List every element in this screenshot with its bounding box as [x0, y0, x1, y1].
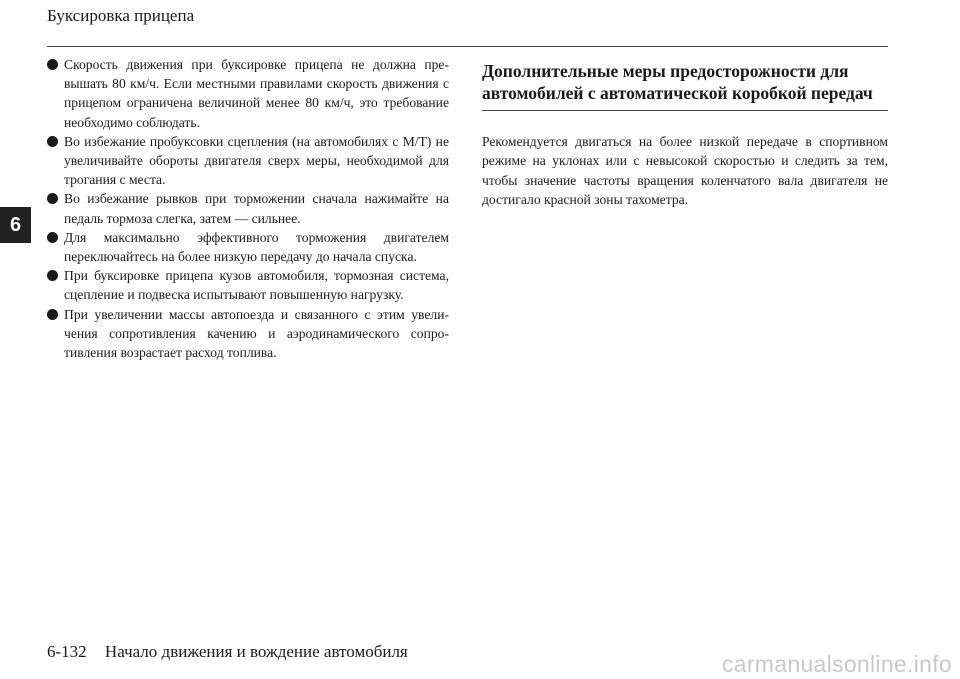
list-item — [47, 132, 449, 190]
list-item-text: Во избежание пробуксовки сцепления (на автомобилях с M/T) не увеличивайте обороты двигателя сверх меры, необходимой для трогания с места. — [64, 133, 449, 188]
page-footer — [47, 642, 408, 662]
list-item-text: Во избежание рывков при торможении сначала нажимайте на педаль тормоза слегка, затем — сильнее. — [64, 191, 449, 226]
right-column — [482, 55, 888, 223]
section-heading: Дополнительные меры предосторожности для автомобилей с автоматической коробкой передач — [482, 61, 873, 103]
heading-rule — [482, 110, 888, 111]
body-paragraph: Рекомендуется двигаться на более низкой передаче в спортивном режиме на уклонах или с невысокой скоростью и следить за тем, чтобы значение частоты вращения коленчатого вала двигателя не достигало красной зоны тахометра. — [482, 134, 888, 207]
left-column — [47, 55, 449, 362]
list-item — [47, 55, 449, 132]
bullet-icon — [47, 232, 58, 243]
header-rule — [47, 46, 888, 47]
list-item — [47, 228, 449, 266]
list-item — [47, 305, 449, 363]
bullet-icon — [47, 270, 58, 281]
running-header: Буксировка прицепа — [47, 6, 195, 25]
chapter-tab: 6 — [0, 207, 31, 243]
bullet-icon — [47, 309, 58, 320]
list-item-text: Для максимально эффективного торможения двигателем переключайтесь на более низкую передачу до начала спуска. — [64, 229, 449, 265]
list-item-text: Скорость движения при буксировке прицепа не должна превышать 80 км/ч. Если местными правилами скорость движения с прицепом ограничена величиной менее 80 км/ч, это требование необходимо соблюдать. — [64, 57, 449, 130]
list-item — [47, 189, 449, 227]
bullet-icon — [47, 136, 58, 147]
footer-section-title: Начало движения и вождение автомобиля — [104, 642, 408, 661]
page-number: 6-132 — [47, 642, 87, 661]
list-item-text: При увеличении массы автопоезда и связанного с этим увеличения сопротивления качению и аэродинамического сопротивления возрастает расход топлива. — [64, 306, 449, 361]
bullet-icon — [47, 193, 58, 204]
watermark: carmanualsonline.info — [721, 651, 952, 677]
bullet-icon — [47, 59, 58, 70]
list-item-text: При буксировке прицепа кузов автомобиля, тормозная система, сцепление и подвеска испытывают повышенную нагрузку. — [64, 268, 449, 303]
list-item — [47, 266, 449, 304]
